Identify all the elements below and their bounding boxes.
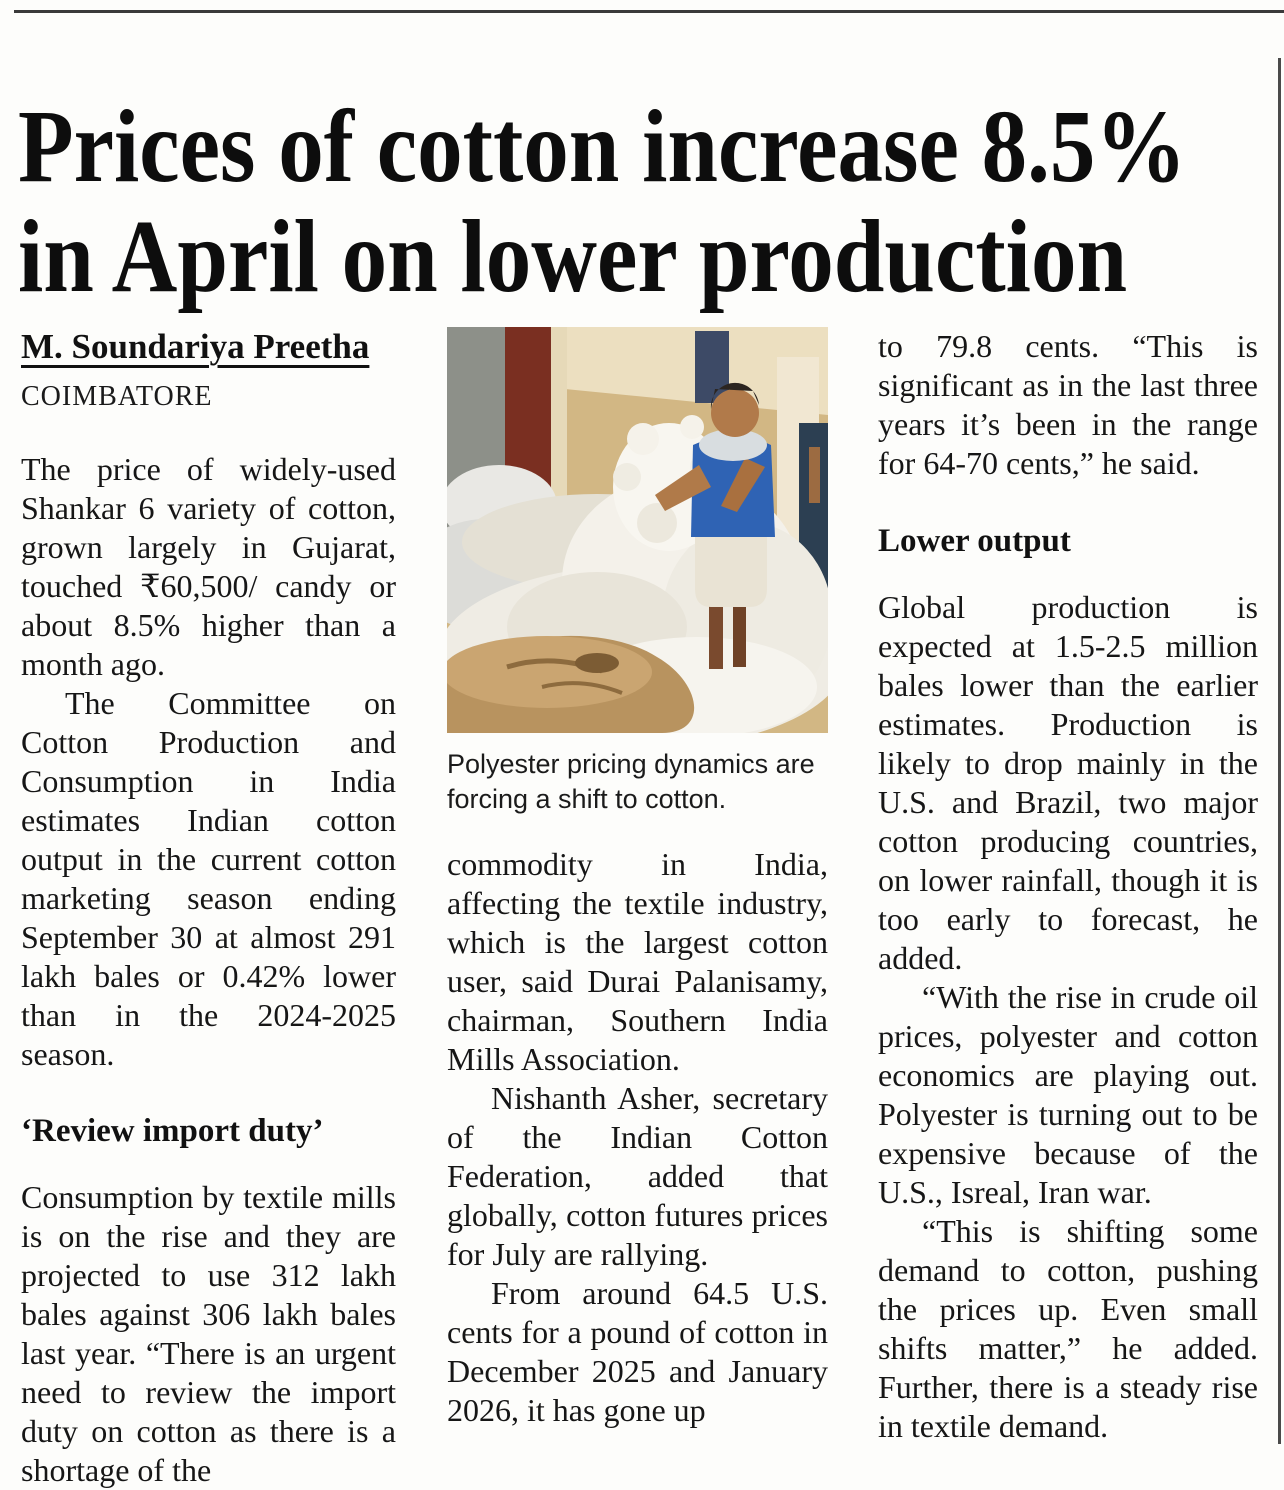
headline-line-1: Prices of cotton increase 8.5%	[18, 88, 1187, 204]
bystander-arm	[809, 447, 820, 503]
paragraph-crude-oil: “With the rise in crude oil prices, polyester and cotton economics are playing out. Polyester is turning out to be expensive because of the U.S., Isreal, Iran war.	[878, 979, 1258, 1211]
paragraph-nishanth-asher: Nishanth Asher, secretary of the Indian Cotton Federation, added that globally, cotton futures prices for July are rallying.	[447, 1080, 828, 1272]
article-body	[21, 327, 1258, 1490]
paragraph-futures-prices-cont: to 79.8 cents. “This is significant as in the last three years it’s been in the range for 64-70 cents,” he said.	[878, 328, 1258, 481]
headline-line-2: in April on lower production	[18, 198, 1128, 314]
right-column-rule	[1278, 58, 1281, 1444]
paragraph-consumption: Consumption by textile mills is on the rise and they are projected to use 312 lakh bales against 306 lakh bales last year. “There is an urgent need to review the import duty on cotton as there is a shortage of the	[21, 1179, 396, 1489]
column-3	[878, 327, 1258, 1490]
worker-shorts	[695, 531, 767, 607]
cotton-warehouse-photo	[447, 327, 828, 733]
subhead-review-import-duty: ‘Review import duty’	[21, 1113, 324, 1149]
paragraph-committee-estimate: The Committee on Cotton Production and Consumption in India estimates Indian cotton output in the current cotton marketing season ending September 30 at almost 291 lakh bales or 0.42% lower than in the 2024-2025 season.	[21, 685, 396, 1072]
photo-caption: Polyester pricing dynamics are forcing a shift to cotton.	[447, 749, 815, 814]
column-2	[447, 327, 828, 1490]
column-1	[21, 327, 396, 1490]
paragraph-lede: The price of widely-used Shankar 6 variety of cotton, grown largely in Gujarat, touched ₹60,500/ candy or about 8.5% higher than a month ago.	[21, 451, 396, 682]
column-2-text	[447, 845, 828, 1430]
paragraph-global-production: Global production is expected at 1.5-2.5 million bales lower than the earlier estimates. Production is likely to drop mainly in the U.S. and Brazil, two major cotton producing countries, on lower rainfall, though it is too early to forecast, he added.	[878, 589, 1258, 977]
byline-author: M. Soundariya Preetha	[21, 327, 370, 366]
paragraph-futures-prices: From around 64.5 U.S. cents for a pound of cotton in December 2025 and January 2026, it has gone up	[447, 1275, 828, 1428]
paragraph-demand-shift: “This is shifting some demand to cotton, pushing the prices up. Even small shifts matter,” he added. Further, there is a steady rise in textile demand.	[878, 1213, 1258, 1445]
article-photo	[447, 327, 828, 733]
top-rule	[14, 10, 1284, 13]
byline-location: COIMBATORE	[21, 381, 213, 412]
subhead-lower-output: Lower output	[878, 523, 1071, 559]
worker-leg-right	[733, 597, 746, 667]
article-headline	[18, 88, 1187, 314]
worker-head	[711, 389, 759, 437]
paragraph-consumption-cont: commodity in India, affecting the textile industry, which is the largest cotton user, said Durai Palanisamy, chairman, Southern India Mills Association.	[447, 846, 828, 1077]
